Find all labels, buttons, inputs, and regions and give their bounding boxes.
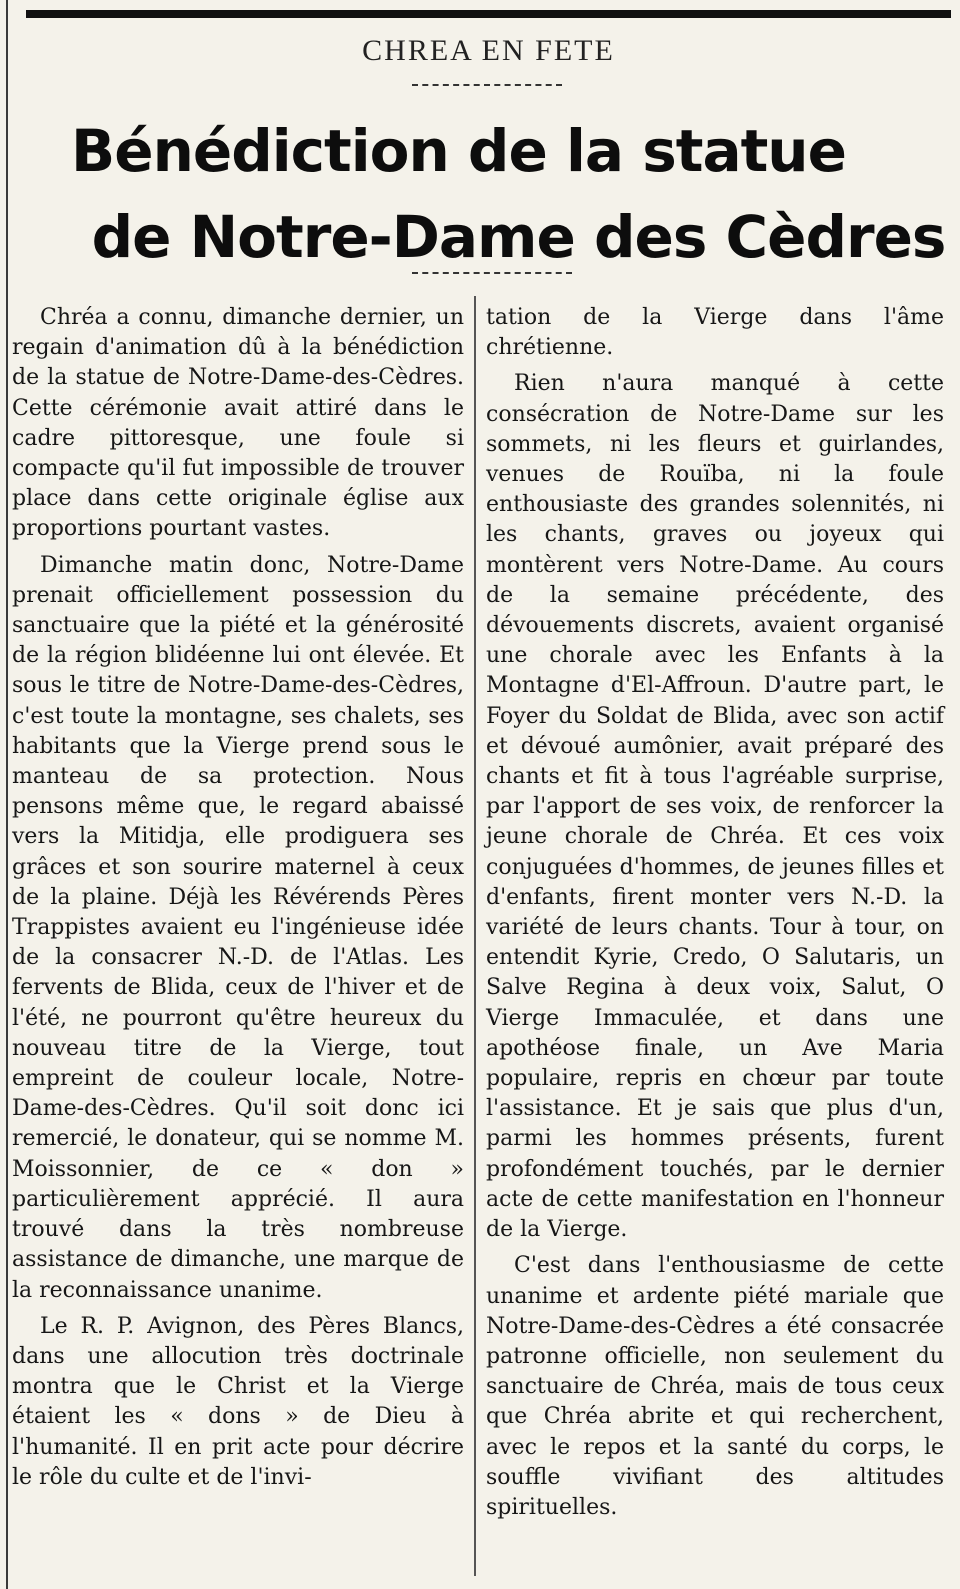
paragraph: Rien n'aura manqué à cette consécration de Notre-Dame sur les sommets, ni les fleurs et guirlandes, venues de Rouïba, ni la foule enthousiaste des grandes solennités, ni les chants, graves ou joyeux qui montèrent vers Notre-Dame. Au cours de la semaine précédente, des dévouements discrets, avaient organisé une chorale avec les Enfants à la Montagne d'El-Affroun. D'autre part, le Foyer du Soldat de Blida, avec son actif et dévoué aumônier, avait préparé des chants et fit à tous l'agréable surprise, par l'apport de ses voix, de renforcer la jeune chorale de Chréa. Et ces voix conjuguées d'hommes, de jeunes filles et d'enfants, firent monter vers N.-D. la variété de leurs chants. Tour à tour, on entendit Kyrie, Credo, O Salutaris, un Salve Regina à deux voix, Salut, O Vierge Immaculée, et dans une apothéose finale, un Ave Maria populaire, repris en chœur par toute l'assistance. Et je sais que plus d'un, parmi les hommes présents, furent profondément touchés, par le dernier acte de cette manifestation en l'honneur de la Vierge. xyxy=(486,371,944,1243)
headline-line-1: Bénédiction de la statue xyxy=(71,117,846,185)
article-headline xyxy=(26,108,951,280)
left-border-rule xyxy=(6,0,8,1589)
column-divider xyxy=(474,296,476,1576)
paragraph-continued: tation de la Vierge dans l'âme chrétienne. xyxy=(486,305,944,361)
paragraph: Le R. P. Avignon, des Pères Blancs, dans une allocution très doctrinale montra que le Christ et la Vierge étaient les « dons » de Dieu à l'humanité. Il en prit acte pour décrire le rôle du culte et de l'invi- xyxy=(12,1313,464,1490)
right-column xyxy=(486,303,944,1523)
section-kicker: CHREA EN FETE xyxy=(362,34,615,67)
headline-line-2: de Notre-Dame des Cèdres xyxy=(91,203,946,271)
kicker-dash-rule xyxy=(412,84,562,86)
headline-dash-rule xyxy=(412,272,572,274)
left-column xyxy=(12,303,464,1493)
paragraph: Chréa a connu, dimanche dernier, un regain d'animation dû à la bénédiction de la statue de Notre-Dame-des-Cèdres. Cette cérémonie avait attiré dans le cadre pittoresque, une foule si compacte qu'il fut impossible de trouver place dans cette originale église aux proportions pourtant vastes. xyxy=(12,305,464,542)
top-rule xyxy=(26,10,951,18)
paragraph: Dimanche matin donc, Notre-Dame prenait officiellement possession du sanctuaire que la piété et la générosité de la région blidéenne lui ont élevée. Et sous le titre de Notre-Dame-des-Cèdres, c'est toute la montagne, ses chalets, ses habitants que la Vierge prend sous le manteau de sa protection. Nous pensons même que, le regard abaissé vers la Mitidja, elle prodiguera ses grâces et son sourire maternel à ceux de la plaine. Déjà les Révérends Pères Trappistes avaient eu l'ingénieuse idée de la consacrer N.-D. de l'Atlas. Les fervents de Blida, ceux de l'hiver et de l'été, ne pourront qu'être heureux du nouveau titre de la Vierge, tout empreint de couleur locale, Notre-Dame-des-Cèdres. Qu'il soit donc ici remercié, le donateur, qui se nomme M. Moissonnier, de ce « don » particulièrement apprécié. Il aura trouvé dans la très nombreuse assistance de dimanche, une marque de la reconnaissance unanime. xyxy=(12,552,464,1303)
paragraph: C'est dans l'enthousiasme de cette unanime et ardente piété mariale que Notre-Dame-des-Cèdres a été consacrée patronne officielle, non seulement du sanctuaire de Chréa, mais de tous ceux que Chréa abrite et qui recherchent, avec le repos et la santé du corps, le souffle vivifiant des altitudes spirituelles. xyxy=(486,1253,944,1520)
